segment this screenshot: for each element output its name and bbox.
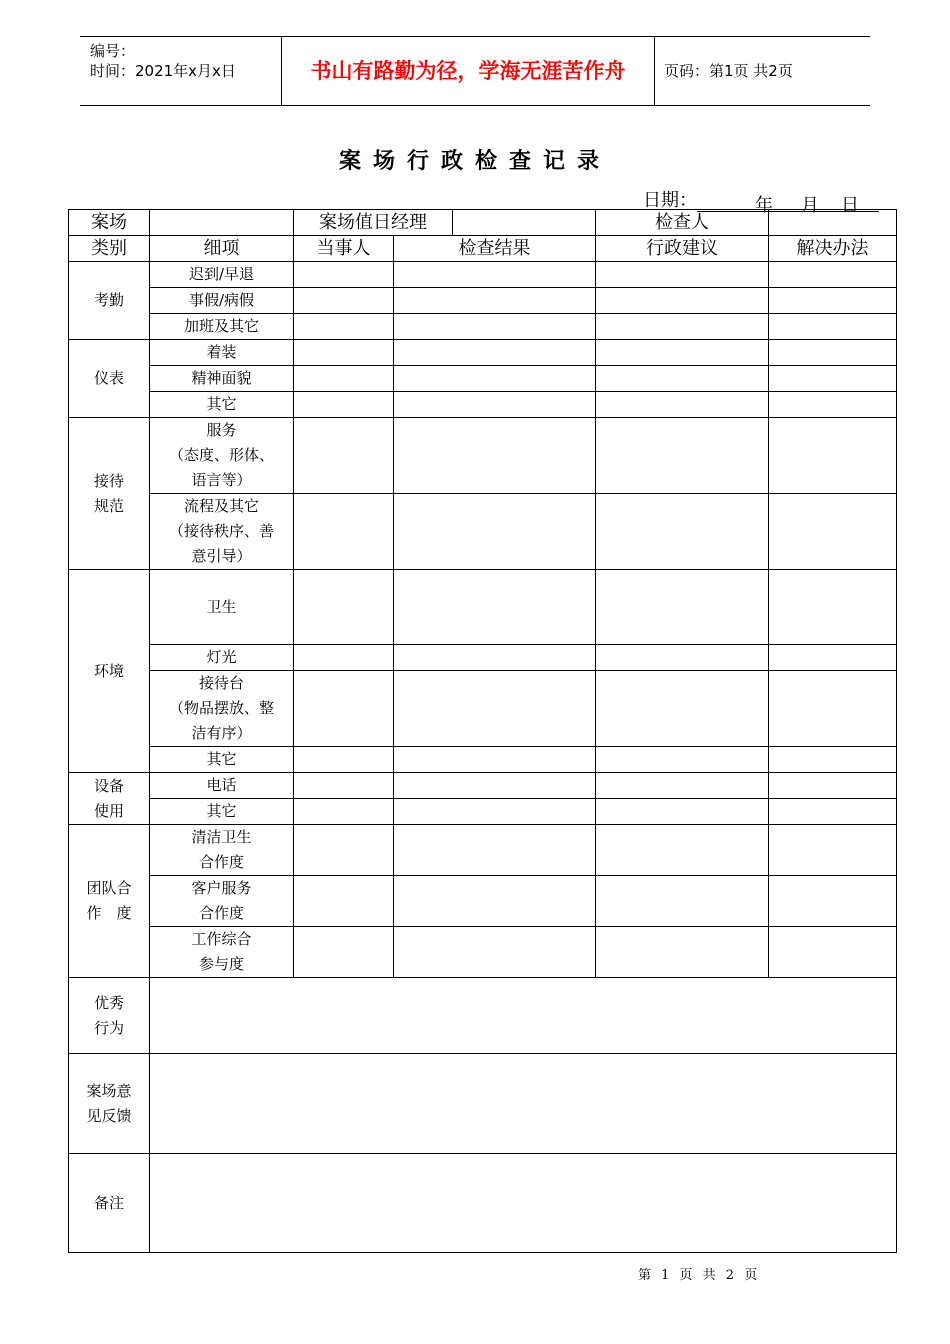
result-cell[interactable] — [394, 288, 596, 314]
solution-cell[interactable] — [769, 418, 897, 494]
category-appearance: 仪表 — [69, 340, 150, 418]
item-spirit: 精神面貌 — [150, 366, 294, 392]
solution-cell[interactable] — [769, 671, 897, 747]
table-row — [69, 366, 897, 392]
excellent-field[interactable] — [150, 978, 897, 1054]
solution-cell[interactable] — [769, 825, 897, 876]
advice-cell[interactable] — [596, 799, 769, 825]
item-service-line1: 服务 — [206, 421, 237, 439]
header-row — [69, 236, 897, 262]
item-dress: 着装 — [150, 340, 294, 366]
solution-cell[interactable] — [769, 799, 897, 825]
item-cleaning-line1: 清洁卫生 — [191, 828, 252, 846]
item-service-line2: （态度、形体、 — [168, 446, 274, 464]
item-desk-line1: 接待台 — [198, 674, 244, 692]
table-row — [69, 262, 897, 288]
item-phone: 电话 — [150, 773, 294, 799]
result-cell[interactable] — [394, 825, 596, 876]
party-cell[interactable] — [294, 927, 394, 978]
table-row — [69, 978, 897, 1054]
excellent-line2: 行为 — [93, 1018, 124, 1037]
item-overtime: 加班及其它 — [150, 314, 294, 340]
remarks-field[interactable] — [150, 1154, 897, 1253]
header-motto: 书山有路勤为径，学海无涯苦作舟 — [281, 37, 655, 105]
inspector-field[interactable] — [769, 210, 897, 236]
feedback-label — [69, 1054, 150, 1154]
table-row — [69, 747, 897, 773]
table-row — [69, 671, 897, 747]
table-row — [69, 340, 897, 366]
item-desk-line2: （物品摆放、整 — [168, 699, 274, 717]
party-cell[interactable] — [294, 418, 394, 494]
advice-cell[interactable] — [596, 773, 769, 799]
item-process — [150, 494, 294, 570]
result-cell[interactable] — [394, 671, 596, 747]
date-day: 日 — [841, 195, 859, 216]
solution-cell[interactable] — [769, 773, 897, 799]
item-work-line2: 参与度 — [198, 955, 244, 973]
col-result: 检查结果 — [394, 236, 596, 262]
category-reception-line2: 规范 — [93, 496, 124, 515]
table-row — [69, 773, 897, 799]
advice-cell[interactable] — [596, 392, 769, 418]
feedback-line2: 见反馈 — [86, 1106, 132, 1125]
result-cell[interactable] — [394, 799, 596, 825]
duty-manager-label: 案场值日经理 — [294, 210, 453, 236]
item-hygiene: 卫生 — [150, 570, 294, 645]
col-item: 细项 — [150, 236, 294, 262]
table-row — [69, 418, 897, 494]
result-cell[interactable] — [394, 876, 596, 927]
party-cell[interactable] — [294, 366, 394, 392]
item-work-line1: 工作综合 — [191, 930, 252, 948]
table-row — [69, 927, 897, 978]
item-equipment-other: 其它 — [150, 799, 294, 825]
advice-cell[interactable] — [596, 288, 769, 314]
item-lighting: 灯光 — [150, 645, 294, 671]
category-reception-line1: 接待 — [93, 471, 124, 490]
item-desk — [150, 671, 294, 747]
excellent-line1: 优秀 — [93, 993, 124, 1012]
table-row — [69, 570, 897, 645]
party-cell[interactable] — [294, 773, 394, 799]
date-year: 年 — [755, 195, 773, 216]
date-label: 日期： — [643, 190, 697, 211]
excellent-label — [69, 978, 150, 1054]
feedback-field[interactable] — [150, 1054, 897, 1154]
table-row — [69, 392, 897, 418]
header-meta — [80, 37, 281, 105]
category-teamwork-line2: 作 度 — [86, 904, 132, 922]
date-month: 月 — [801, 195, 819, 216]
inspection-table — [68, 209, 897, 1253]
solution-cell[interactable] — [769, 494, 897, 570]
table-row — [69, 799, 897, 825]
party-cell[interactable] — [294, 799, 394, 825]
party-cell[interactable] — [294, 262, 394, 288]
item-customer-service — [150, 876, 294, 927]
page-footer: 第 1 页 共 2 页 — [638, 1268, 758, 1283]
table-row — [69, 288, 897, 314]
advice-cell[interactable] — [596, 876, 769, 927]
number-label: 编号： — [90, 42, 136, 60]
advice-cell[interactable] — [596, 671, 769, 747]
item-service — [150, 418, 294, 494]
party-cell[interactable] — [294, 314, 394, 340]
solution-cell[interactable] — [769, 645, 897, 671]
category-teamwork — [69, 825, 150, 978]
advice-cell[interactable] — [596, 927, 769, 978]
item-customer-line2: 合作度 — [198, 904, 244, 922]
col-advice: 行政建议 — [596, 236, 769, 262]
party-cell[interactable] — [294, 825, 394, 876]
party-cell[interactable] — [294, 340, 394, 366]
party-cell[interactable] — [294, 288, 394, 314]
category-attendance: 考勤 — [69, 262, 150, 340]
result-cell[interactable] — [394, 340, 596, 366]
result-cell[interactable] — [394, 366, 596, 392]
table-row — [69, 876, 897, 927]
inspector-label: 检查人 — [596, 210, 769, 236]
item-work — [150, 927, 294, 978]
item-process-line1: 流程及其它 — [183, 497, 259, 515]
item-process-line3: 意引导） — [191, 547, 252, 565]
item-late: 迟到/早退 — [150, 262, 294, 288]
category-environment: 环境 — [69, 570, 150, 773]
party-cell[interactable] — [294, 747, 394, 773]
document-header — [80, 36, 870, 106]
party-cell[interactable] — [294, 645, 394, 671]
table-row — [69, 1054, 897, 1154]
party-cell[interactable] — [294, 671, 394, 747]
advice-cell[interactable] — [596, 314, 769, 340]
item-cleaning-line2: 合作度 — [198, 853, 244, 871]
time-label: 时间：2021年x月x日 — [90, 62, 236, 80]
solution-cell[interactable] — [769, 927, 897, 978]
result-cell[interactable] — [394, 314, 596, 340]
table-row — [69, 825, 897, 876]
result-cell[interactable] — [394, 392, 596, 418]
result-cell[interactable] — [394, 773, 596, 799]
advice-cell[interactable] — [596, 570, 769, 645]
category-teamwork-line1: 团队合 — [86, 879, 132, 897]
advice-cell[interactable] — [596, 494, 769, 570]
result-cell[interactable] — [394, 494, 596, 570]
page-title: 案场行政检查记录 — [338, 148, 611, 174]
solution-cell[interactable] — [769, 262, 897, 288]
solution-cell[interactable] — [769, 314, 897, 340]
header-page-info: 页码：第1页 共2页 — [664, 62, 793, 80]
item-process-line2: （接待秩序、善 — [168, 522, 274, 540]
advice-cell[interactable] — [596, 340, 769, 366]
table-row — [69, 314, 897, 340]
table-row — [69, 494, 897, 570]
party-cell[interactable] — [294, 570, 394, 645]
solution-cell[interactable] — [769, 876, 897, 927]
col-category: 类别 — [69, 236, 150, 262]
result-cell[interactable] — [394, 927, 596, 978]
advice-cell[interactable] — [596, 262, 769, 288]
party-cell[interactable] — [294, 392, 394, 418]
item-leave: 事假/病假 — [150, 288, 294, 314]
remarks-label: 备注 — [69, 1154, 150, 1253]
solution-cell[interactable] — [769, 366, 897, 392]
category-equipment-line2: 使用 — [93, 801, 124, 820]
category-equipment-line1: 设备 — [93, 776, 124, 795]
result-cell[interactable] — [394, 645, 596, 671]
site-label: 案场 — [69, 210, 150, 236]
item-service-line3: 语言等） — [191, 471, 252, 489]
solution-cell[interactable] — [769, 747, 897, 773]
solution-cell[interactable] — [769, 392, 897, 418]
advice-cell[interactable] — [596, 747, 769, 773]
item-customer-line1: 客户服务 — [191, 879, 252, 897]
item-desk-line3: 洁有序） — [191, 724, 252, 742]
advice-cell[interactable] — [596, 645, 769, 671]
table-row — [69, 645, 897, 671]
solution-cell[interactable] — [769, 570, 897, 645]
category-reception — [69, 418, 150, 570]
result-cell[interactable] — [394, 570, 596, 645]
table-row — [69, 1154, 897, 1253]
advice-cell[interactable] — [596, 825, 769, 876]
col-party: 当事人 — [294, 236, 394, 262]
item-cleaning — [150, 825, 294, 876]
duty-manager-field[interactable] — [453, 210, 596, 236]
site-field[interactable] — [150, 210, 294, 236]
advice-cell[interactable] — [596, 418, 769, 494]
result-cell[interactable] — [394, 747, 596, 773]
solution-cell[interactable] — [769, 288, 897, 314]
result-cell[interactable] — [394, 262, 596, 288]
feedback-line1: 案场意 — [86, 1081, 132, 1100]
site-row — [69, 210, 897, 236]
category-equipment — [69, 773, 150, 825]
item-appearance-other: 其它 — [150, 392, 294, 418]
party-cell[interactable] — [294, 876, 394, 927]
result-cell[interactable] — [394, 418, 596, 494]
party-cell[interactable] — [294, 494, 394, 570]
item-environment-other: 其它 — [150, 747, 294, 773]
col-solution: 解决办法 — [769, 236, 897, 262]
solution-cell[interactable] — [769, 340, 897, 366]
advice-cell[interactable] — [596, 366, 769, 392]
